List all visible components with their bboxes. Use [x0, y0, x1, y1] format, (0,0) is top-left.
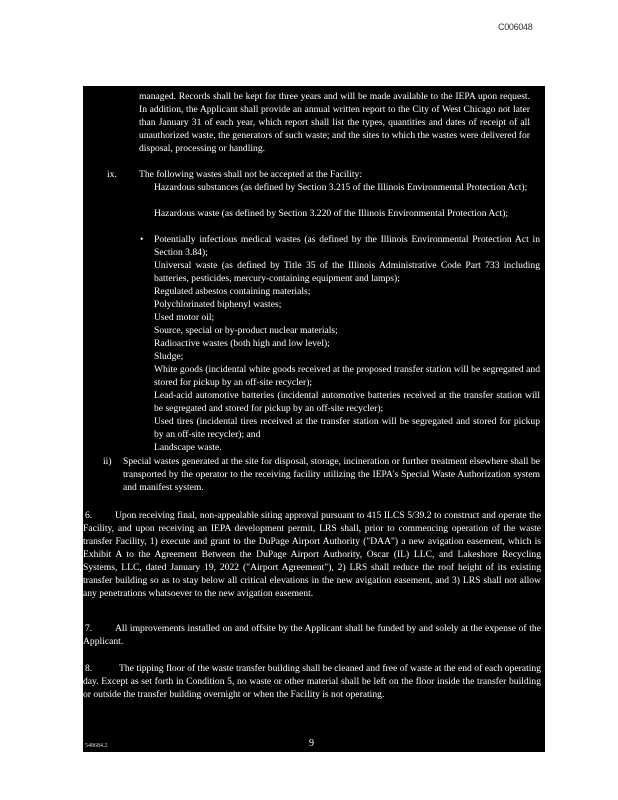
- page-body: [83, 86, 545, 752]
- item-ii-marker: ii): [103, 456, 112, 467]
- list-item: White goods (incidental white goods received at the proposed transfer station will be segregated and stored for pickup by an off-site recycler);: [154, 364, 540, 388]
- list-item: Potentially infectious medical wastes (as defined by the Illinois Environmental Protection Act in Section 3.84);: [154, 234, 540, 258]
- item-ix-text: The following wastes shall not be accepted at the Facility:: [139, 169, 362, 180]
- list-item: Sludge;: [154, 351, 184, 362]
- para-6-text: Upon receiving final, non-appealable siting approval pursuant to 415 ILCS 5/39.2 to construct and operate the Facility, and upon receiving an IEPA development permit, LRS shall, prior to commencing operation of the waste transfer Facility, 1) execute and grant to the DuPage Airport Authority ("DAA") a new avigation easement, which is Exhibit A to the Agreement Between the DuPage Airport Authority, Oscar (IL) LLC, and Lakeshore Recycling Systems, LLC, dated January 19, 2022 ("Airport Agreement"), 2) LRS shall reduce the roof height of its existing transfer building so as to stay below all critical elevations in the new avigation easement, and 3) LRS shall not allow any penetrations whatsoever to the new avigation easement.: [83, 510, 541, 599]
- document-id: C006048: [498, 22, 533, 32]
- list-item: Radioactive wastes (both high and low level);: [154, 338, 330, 349]
- list-item: Source, special or by-product nuclear materials;: [154, 325, 338, 336]
- list-item: Polychlorinated biphenyl wastes;: [154, 299, 282, 310]
- para-6-number: 6.: [85, 510, 93, 521]
- list-item: Regulated asbestos containing materials;: [154, 286, 311, 297]
- list-item: Hazardous waste (as defined by Section 3.220 of the Illinois Environmental Protection Act);: [154, 208, 509, 219]
- para-8-number: 8.: [85, 663, 93, 674]
- page-number: 9: [309, 738, 314, 749]
- list-item: Lead-acid automotive batteries (incidental automotive batteries received at the transfer station will be segregated and stored for pickup by an off-site recycler);: [154, 390, 540, 414]
- list-item: Used tires (incidental tires received at the transfer station will be segregated and stored for pickup by an off-site recycler); and: [154, 416, 540, 440]
- para-7-text: All improvements installed on and offsite by the Applicant shall be funded by and solely at the expense of the Applicant.: [83, 623, 541, 647]
- list-item: Hazardous substances (as defined by Section 3.215 of the Illinois Environmental Protection Act);: [154, 182, 528, 193]
- item-ii-text: Special wastes generated at the site for disposal, storage, incineration or further treatment elsewhere shall be transported by the operator to the receiving facility utilizing the IEPA's Special Waste Authorization system and manifest system.: [123, 456, 540, 493]
- footer-doc-number: 548684.2: [85, 743, 108, 749]
- intro-paragraph: managed. Records shall be kept for three years and will be made available to the IEPA upon request. In addition, the Applicant shall provide an annual written report to the City of West Chicago not later than January 31 of each year, which report shall list the types, quantities and dates of receipt of all unauthorized waste, the generators of such waste; and the sites to which the wastes were delivered for disposal, processing or handling.: [139, 91, 530, 154]
- item-ix-marker: ix.: [107, 169, 117, 180]
- bullet-icon: •: [140, 234, 144, 245]
- list-item: Universal waste (as defined by Title 35 of the Illinois Administrative Code Part 733 including batteries, pesticides, mercury-containing equipment and lamps);: [154, 260, 540, 284]
- para-8-text: The tipping floor of the waste transfer building shall be cleaned and free of waste at the end of each operating day. Except as set forth in Condition 5, no waste or other material shall be left on the floor inside the transfer building or outside the transfer building overnight or when the Facility is not operating.: [83, 663, 541, 700]
- list-item: Landscape waste.: [154, 442, 222, 453]
- list-item: Used motor oil;: [154, 312, 215, 323]
- para-7-number: 7.: [85, 623, 93, 634]
